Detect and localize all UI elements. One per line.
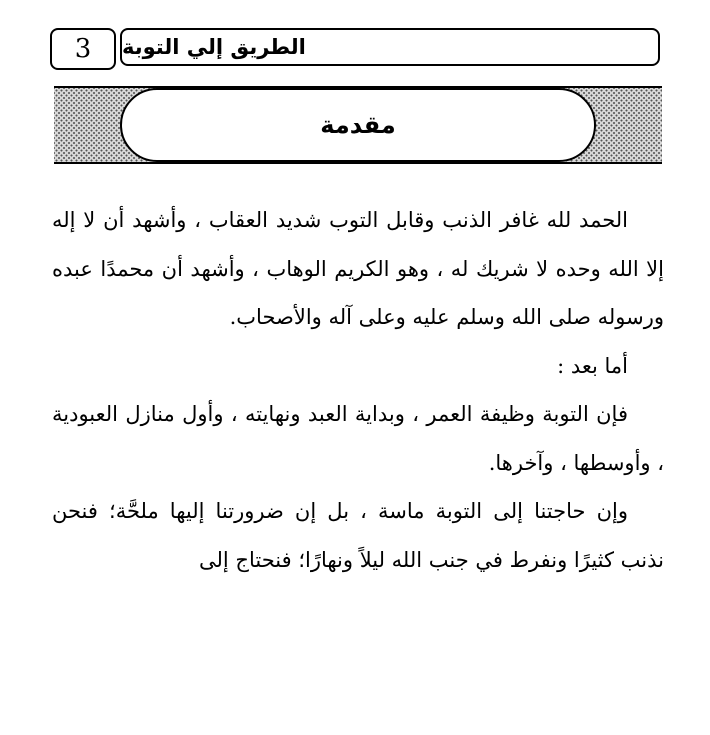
paragraph-praise: الحمد لله غافر الذنب وقابل التوب شديد العقاب ، وأشهد أن لا إله إلا الله وحده لا شريك له ، وهو الكريم الوهاب ، وأشهد أن محمدًا عبده ورسوله صلى الله وسلم عليه وعلى آله والأصحاب. [52,208,664,329]
page-number: 3 [50,28,116,70]
paragraph-amma-baad: أما بعد : [557,353,628,378]
body-text [52,196,664,584]
paragraph-need-for-repentance: وإن حاجتنا إلى التوبة ماسة ، بل إن ضرورتنا إليها ملحَّة؛ فنحن نذنب كثيرًا ونفرط في جنب الله ليلاً ونهارًا؛ فنحتاج إلى [52,499,664,572]
page-header [50,28,664,70]
paragraph-repentance-duty: فإن التوبة وظيفة العمر ، وبداية العبد ونهايته ، وأول منازل العبودية ، وأوسطها ، وآخرها. [52,402,664,475]
book-title: الطريق إلي التوبة [120,28,660,66]
chapter-heading-band [54,86,662,164]
chapter-title: مقدمة [120,88,596,162]
